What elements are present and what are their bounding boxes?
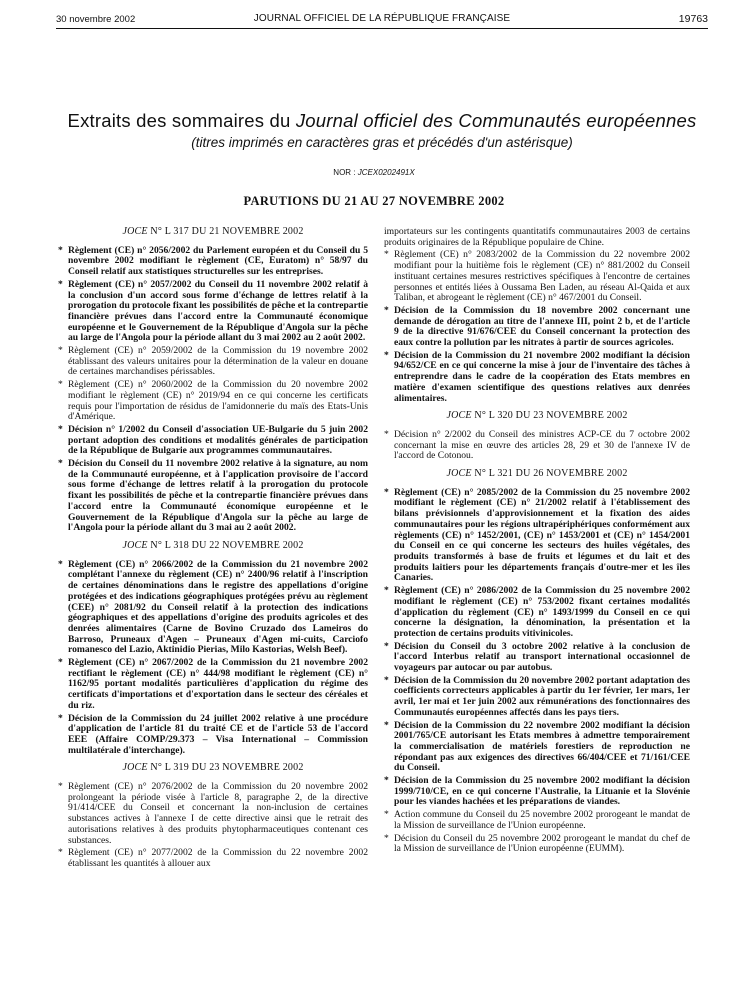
entry-text: Règlement (CE) n° 2083/2002 de la Commission du 22 novembre 2002 modifiant pour la huitième fois le règlement (CE) n° 881/2002 du Conseil instituant certaines mesures restrictives spécifiques à l'encontre de certaines personnes et entités liées à Oussama Ben Laden, au réseau Al-Qaida et aux Taliban, et abrogeant le règlement (CE) n° 467/2001 du Conseil. <box>394 249 690 304</box>
asterisk-marker-icon: * <box>384 719 389 731</box>
header-date: 30 novembre 2002 <box>56 14 136 25</box>
summary-entry <box>384 430 690 462</box>
title-prefix: Extraits des sommaires du <box>67 110 296 131</box>
summary-entry <box>58 425 368 457</box>
asterisk-marker-icon: * <box>58 458 63 470</box>
summary-entry <box>384 776 690 808</box>
journal-issue-label: N° L 318 DU 22 NOVEMBRE 2002 <box>147 539 304 551</box>
parutions-heading: PARUTIONS DU 21 AU 27 NOVEMBRE 2002 <box>243 194 505 208</box>
asterisk-marker-icon: * <box>384 585 389 597</box>
entry-text: Décision de la Commission du 24 juillet 2002 relative à une procédure d'application de l'article 81 du traité CE et de l'article 53 de l'accord EEE (Affaire COMP/29.373 – Visa International – Commission multilatérale d'interchange). <box>68 712 368 756</box>
journal-issue-heading <box>384 411 690 422</box>
header-page-number: 19763 <box>678 13 708 25</box>
journal-issue-prefix: JOCE <box>446 410 472 422</box>
asterisk-marker-icon: * <box>384 832 389 844</box>
entry-text: Décision du Conseil du 3 octobre 2002 relative à la conclusion de l'accord Interbus relatif au transport international occasionnel de voyageurs par autocar ou par autobus. <box>394 640 690 674</box>
journal-issue-label: N° L 319 DU 23 NOVEMBRE 2002 <box>147 762 304 774</box>
entry-text: Règlement (CE) n° 2086/2002 de la Commission du 25 novembre 2002 modifiant le règlement (CE) n° 753/2002 fixant certaines modalités d'application du règlement (CE) n° 1493/1999 du Conseil en ce qui concerne la désignation, la dénomination, la présentation et la protection de certains produits vitivinicoles. <box>394 585 690 639</box>
summary-entry <box>384 834 690 855</box>
entry-text: Règlement (CE) n° 2067/2002 de la Commission du 21 novembre 2002 rectifiant le règlement (CE) n° 444/98 modifiant le règlement (CE) n° 1162/95 portant modalités particulières d'application du régime des certificats d'importations et d'exportation dans le secteur des céréales et du riz. <box>68 657 368 711</box>
summary-entry <box>384 676 690 719</box>
journal-issue-label: N° L 320 DU 23 NOVEMBRE 2002 <box>471 410 628 422</box>
summary-entry <box>58 848 368 869</box>
asterisk-marker-icon: * <box>384 809 389 821</box>
nor-value: JCEX0202491X <box>357 168 415 177</box>
entry-text: Décision de la Commission du 21 novembre 2002 modifiant la décision 94/652/CE en ce qui concerne la mise à jour de l'inventaire des tâches à entreprendre dans le cadre de la coopération des Etats membres en matière d'examen scientifique des questions relatives aux denrées alimentaires. <box>394 349 690 404</box>
entry-text: Décision n° 1/2002 du Conseil d'association UE-Bulgarie du 5 juin 2002 portant adoption des conditions et modalités générales de participation de la République de Bulgarie aux programmes communautaires. <box>68 423 368 457</box>
asterisk-marker-icon: * <box>384 640 389 652</box>
journal-issue-label: N° L 317 DU 21 NOVEMBRE 2002 <box>147 226 304 237</box>
summary-entry <box>58 380 368 423</box>
asterisk-marker-icon: * <box>58 345 63 357</box>
asterisk-marker-icon: * <box>384 304 389 316</box>
entry-text: Décision de la Commission du 22 novembre 2002 modifiant la décision 2001/765/CE autorisant les Etats membres à admettre temporairement la commercialisation de matériels forestiers de reproduction ne répondant pas aux exigences des directives 66/404/CEE et 71/161/CEE du Conseil. <box>394 719 690 774</box>
entry-continuation: importateurs sur les contingents quantitatifs communautaires 2003 de certains produits originaires de la République populaire de Chine. <box>384 226 690 248</box>
journal-issue-prefix: JOCE <box>122 762 148 774</box>
entry-text: Action commune du Conseil du 25 novembre 2002 prorogeant le mandat de la Mission de surveillance de l'Union européenne. <box>394 809 690 831</box>
summary-entry <box>384 642 690 674</box>
document-title <box>56 110 708 150</box>
summary-entry <box>58 714 368 757</box>
summary-entry <box>384 488 690 584</box>
running-head <box>56 12 708 29</box>
entry-text: Règlement (CE) n° 2066/2002 de la Commission du 21 novembre 2002 complétant l'annexe du règlement (CE) n° 2400/96 relatif à l'inscription de certaines dénominations dans le registre des appellations d'origine protégées et des indications géographiques protégées prévu au règlement (CEE) n° 2081/92 du Conseil relatif à la protection des indications géographiques et des appellations d'origine des produits agricoles et des denrées alimentaires (Carne de Bovino Cruzado dos Lameiros do Barroso, Pruneaux d'Agen – Pruneaux d'Agen mi-cuits, Carciofo romanesco del Lazio, Aktinidio Pierias, Milo Kastorias, Welsh Beef). <box>68 558 368 656</box>
summary-entry <box>384 586 690 640</box>
entry-text: Règlement (CE) n° 2059/2002 de la Commission du 19 novembre 2002 établissant des valeurs unitaires pour la détermination de la valeur en douane de certaines marchandises périssables. <box>68 345 368 378</box>
entry-text: Règlement (CE) n° 2076/2002 de la Commission du 20 novembre 2002 prolongeant la période visée à l'article 8, paragraphe 2, de la directive 91/414/CEE du Conseil et concernant la non-inclusion de certaines substances actives à l'annexe I de cette directive ainsi que le retrait des autorisations relatives à des produits phytopharmaceutiques contenant ces substances. <box>68 781 368 846</box>
summary-entry <box>384 250 690 304</box>
journal-issue-prefix: JOCE <box>122 539 148 551</box>
summary-entry <box>384 810 690 831</box>
asterisk-marker-icon: * <box>58 712 63 724</box>
title-line-1 <box>56 110 708 132</box>
asterisk-marker-icon: * <box>384 349 389 361</box>
entry-text: Décision du Conseil du 25 novembre 2002 prorogeant le mandat du chef de la Mission de surveillance de l'Union européenne (EUMM). <box>394 832 690 855</box>
journal-issue-heading <box>384 469 690 480</box>
entry-text: Règlement (CE) n° 2060/2002 de la Commission du 20 novembre 2002 modifiant le règlement (CE) n° 2019/94 en ce qui concerne les certificats requis pour l'importation de résidus de l'amidonnerie du maïs des Etats-Unis d'Amérique. <box>68 379 368 423</box>
asterisk-marker-icon: * <box>58 379 63 391</box>
nor-label: NOR : <box>333 168 356 177</box>
summary-entry <box>58 246 368 278</box>
summary-entry <box>384 306 690 349</box>
journal-issue-label: N° L 321 DU 26 NOVEMBRE 2002 <box>471 468 628 480</box>
entry-text: Décision de la Commission du 25 novembre 2002 modifiant la décision 1999/710/CE, en ce qui concerne l'Australie, la Lituanie et la Slovénie pour les viandes hachées et les préparations de viandes. <box>394 775 690 808</box>
asterisk-marker-icon: * <box>58 558 63 570</box>
asterisk-marker-icon: * <box>384 486 389 498</box>
header-journal-title: JOURNAL OFFICIEL DE LA RÉPUBLIQUE FRANÇAISE <box>253 13 511 24</box>
summary-entry <box>58 560 368 656</box>
right-column <box>384 227 690 857</box>
summary-entry <box>58 459 368 534</box>
nor-reference <box>0 168 748 177</box>
journal-issue-prefix: JOCE <box>446 468 472 480</box>
summary-entry <box>58 280 368 344</box>
summary-entry <box>384 721 690 775</box>
asterisk-marker-icon: * <box>58 657 63 669</box>
entry-text: Règlement (CE) n° 2085/2002 de la Commission du 25 novembre 2002 modifiant le règlement (CE) n° 21/2002 relatif à l'établissement des bilans prévisionnels d'approvisionnement et la fixation des aides communautaires pour les régions ultrapériphériques conformément aux règlements (CE) n° 1452/2001, (CE) n° 1453/2001 et (CE) n° 1454/2001 du Conseil en ce qui concerne les secteurs des huiles végétales, des produits transformés à base de fruits et légumes et du lait et des produits laitiers pour les départements français d'outre-mer et les îles Canaries. <box>394 486 690 584</box>
title-subtitle: (titres imprimés en caractères gras et précédés d'un astérisque) <box>191 135 573 150</box>
asterisk-marker-icon: * <box>58 781 63 793</box>
asterisk-marker-icon: * <box>384 775 389 787</box>
asterisk-marker-icon: * <box>384 249 389 261</box>
entry-text: Décision de la Commission du 20 novembre 2002 portant adaptation des coefficients correcteurs applicables à partir du 1er février, 1er mars, 1er avril, 1er mai et 1er juin 2002 aux rémunérations des fonctionnaires des Communautés européennes affectés dans les pays tiers. <box>394 674 690 718</box>
entry-text: Règlement (CE) n° 2057/2002 du Conseil du 11 novembre 2002 relatif à la conclusion d'un accord sous forme d'échange de lettres relatif à la prorogation du protocole fixant les possibilités de pêche et la contrepartie financière prévues dans l'accord entre la Communauté économique européenne et le Gouvernement de la République d'Angola sur la pêche au large de l'Angola pour la période allant du 3 mai 2002 au 2 août 2002. <box>68 278 368 344</box>
journal-issue-heading <box>58 227 368 238</box>
entry-text: Décision du Conseil du 11 novembre 2002 relative à la signature, au nom de la Communauté européenne, et à l'application provisoire de l'accord sous forme d'échange de lettres relatif à la prorogation du protocole fixant les possibilités de pêche et la contrepartie financière prévues dans l'accord entre la Communauté économique européenne et le Gouvernement de la République d'Angola sur la pêche au large de l'Angola pour la période allant du 3 mai au 2 août 2002. <box>68 458 368 534</box>
summary-entry <box>58 346 368 378</box>
summary-entry <box>58 782 368 846</box>
asterisk-marker-icon: * <box>58 278 63 290</box>
entry-text: Décision n° 2/2002 du Conseil des ministres ACP-CE du 7 octobre 2002 concernant la mise en œuvre des articles 28, 29 et 30 de l'annexe IV de l'accord de Cotonou. <box>394 428 690 462</box>
journal-issue-prefix: JOCE <box>122 226 148 237</box>
summary-entry <box>58 658 368 712</box>
journal-issue-heading <box>58 541 368 552</box>
asterisk-marker-icon: * <box>58 244 63 256</box>
asterisk-marker-icon: * <box>58 423 63 435</box>
entry-text: Règlement (CE) n° 2056/2002 du Parlement européen et du Conseil du 5 novembre 2002 modifiant le règlement (CE, Euratom) n° 58/97 du Conseil relatif aux statistiques structurelles sur les entreprises. <box>68 244 368 278</box>
entry-text: Règlement (CE) n° 2077/2002 de la Commission du 22 novembre 2002 établissant les quantités à allouer aux <box>68 847 368 869</box>
journal-issue-heading <box>58 763 368 774</box>
asterisk-marker-icon: * <box>384 674 389 686</box>
entry-text: Décision de la Commission du 18 novembre 2002 concernant une demande de dérogation au titre de l'annexe III, point 2 b, et de l'article 9 de la directive 91/676/CEE du Conseil concernant la protection des eaux contre la pollution par les nitrates à partir de sources agricoles. <box>394 304 690 349</box>
summary-entry <box>384 351 690 405</box>
title-journal-name: Journal officiel des Communautés européennes <box>295 110 697 131</box>
asterisk-marker-icon: * <box>384 428 389 440</box>
asterisk-marker-icon: * <box>58 847 63 859</box>
left-column <box>58 227 368 872</box>
